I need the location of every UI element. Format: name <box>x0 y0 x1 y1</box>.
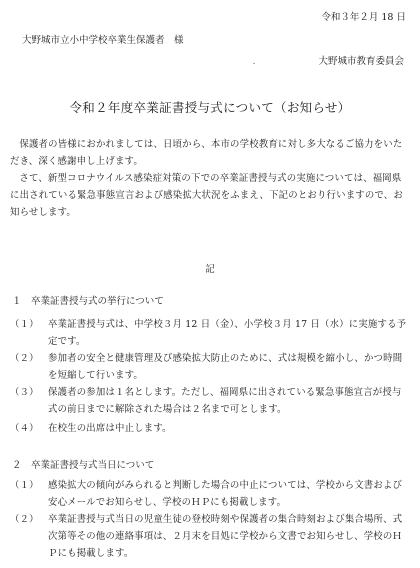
item-text: 参加者の安全と健康管理及び感染拡大防止のために、式は規模を縮小し、かつ時間を短縮して行います。 <box>48 353 403 381</box>
list-item <box>10 420 410 437</box>
item-number: （１） <box>10 319 39 330</box>
list-item <box>10 384 410 418</box>
item-text: 卒業証書授与式は、中学校３月 12 日（金）、小学校３月 17 日（水）に実施する予定です。 <box>48 319 407 347</box>
section-heading-2: ２ 卒業証書授与式当日について <box>12 460 155 471</box>
paragraph-greeting: 保護者の皆様におかれましては、日頃から、本市の学校教育に対し多大なるご協力をいただき、深く感謝申し上げます。 <box>10 139 403 167</box>
item-text: 感染拡大の傾向がみられると判断した場合の中止については、学校から文書および安心メールでお知らせし、学校のＨＰにも掲載します。 <box>48 480 403 508</box>
list-item <box>10 511 410 562</box>
addressee: 大野城市立小中学校卒業生保護者 様 <box>22 35 184 46</box>
document-date: 令和３年２月 18 日 <box>321 12 406 23</box>
document-title: 令和２年度卒業証書授与式について（お知らせ） <box>69 100 351 115</box>
item-number: （４） <box>10 423 39 434</box>
list-item <box>10 477 410 511</box>
paragraph-notice: さて、新型コロナウイルス感染症対策の下での卒業証書授与式の実施については、福岡県に出されている緊急事態宣言および感染拡大状況をふまえ、下記のとおり行いますので、お知らせします。 <box>10 173 403 218</box>
sender: 大野城市教育委員会 <box>318 56 404 67</box>
section-heading-1: １ 卒業証書授与式の挙行について <box>12 296 164 307</box>
list-item <box>10 350 410 384</box>
item-number: （２） <box>10 514 39 525</box>
item-text: 保護者の参加は１名とします。ただし、福岡県に出されている緊急事態宣言が授与式の前日までに解除された場合は２名まで可とします。 <box>48 387 402 415</box>
stray-dot: ・ <box>251 61 258 68</box>
item-number: （２） <box>10 353 39 364</box>
item-text: 卒業証書授与式当日の児童生徒の登校時刻や保護者の集合時刻および集合場所、式次第等その他の連絡事項は、２月末を目処に学校から文書でお知らせし、学校のＨＰにも掲載します。 <box>48 514 403 559</box>
item-number: （１） <box>10 480 39 491</box>
item-text: 在校生の出席は中止します。 <box>48 423 172 434</box>
list-item <box>10 316 410 350</box>
item-number: （３） <box>10 387 39 398</box>
ki-marker: 記 <box>205 264 215 275</box>
